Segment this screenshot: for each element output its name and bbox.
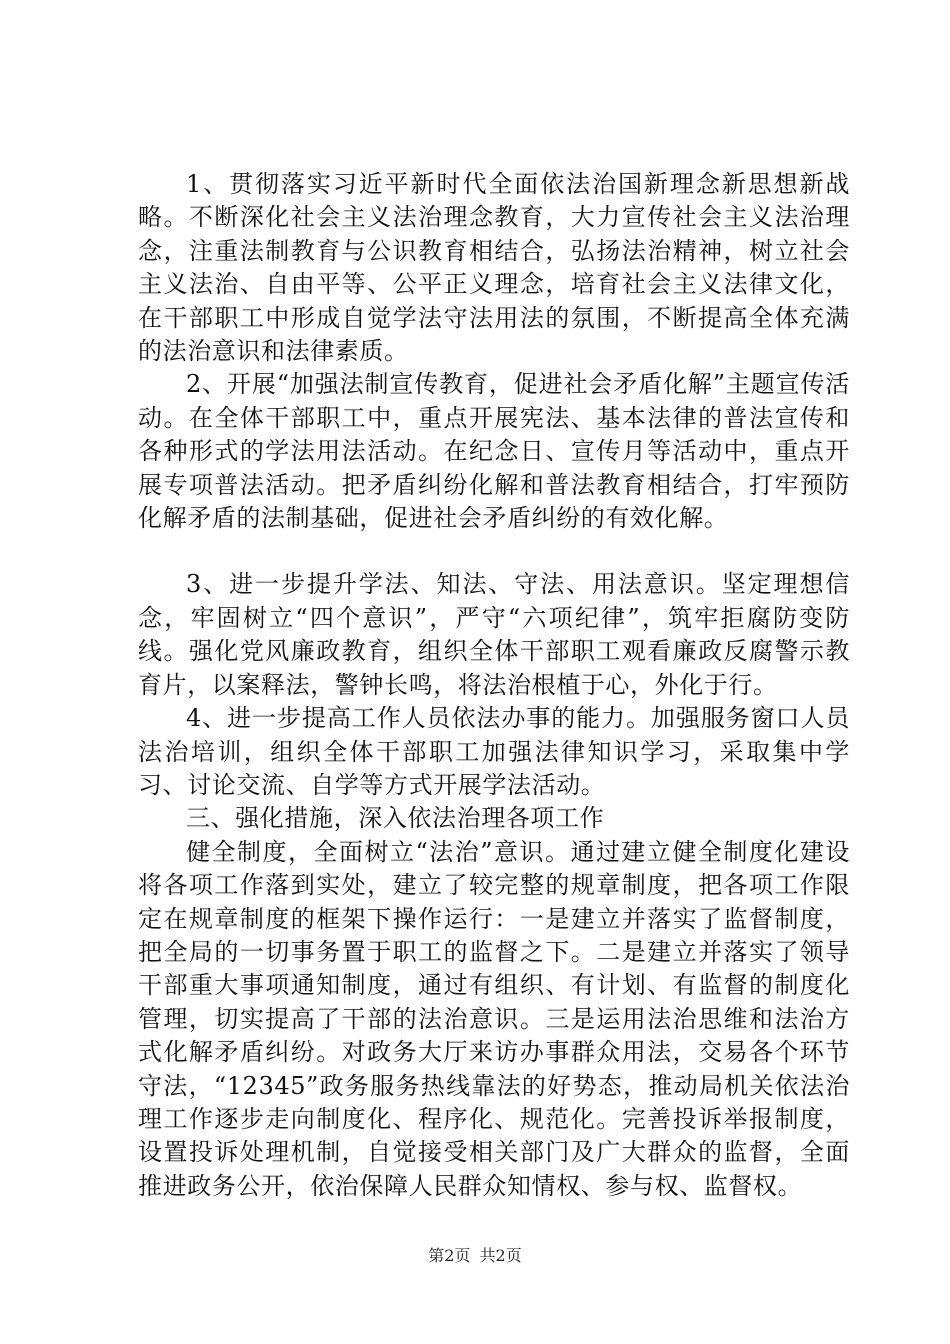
page-total: 共2页 bbox=[479, 1246, 522, 1265]
document-body bbox=[138, 168, 850, 1203]
paragraph-3: 3、进一步提升学法、知法、守法、用法意识。坚定理想信念，牢固树立“四个意识”，严守“六项纪律”，筑牢拒腐防变防线。强化党风廉政教育，组织全体干部职工观看廉政反腐警示教育片，以案释法，警钟长鸣，将法治根植于心，外化于行。 bbox=[138, 570, 850, 699]
paragraph-4: 4、进一步提高工作人员依法办事的能力。加强服务窗口人员法治培训，组织全体干部职工加强法律知识学习，采取集中学习、讨论交流、自学等方式开展学法活动。 bbox=[138, 704, 850, 799]
paragraph-spacer bbox=[138, 535, 850, 568]
paragraph-1: 1、贯彻落实习近平新时代全面依法治国新理念新思想新战略。不断深化社会主义法治理念教育，大力宣传社会主义法治理念，注重法制教育与公识教育相结合，弘扬法治精神，树立社会主义法治、自由平等、公平正义理念，培育社会主义法律文化，在干部职工中形成自觉学法守法用法的氛围，不断提高全体充满的法治意识和法律素质。 bbox=[138, 170, 850, 366]
page-footer bbox=[0, 1243, 950, 1266]
section-heading: 三、强化措施，深入依法治理各项工作 bbox=[186, 804, 605, 833]
page-number: 第2页 bbox=[428, 1246, 471, 1265]
paragraph-2: 2、开展“加强法制宣传教育，促进社会矛盾化解”主题宣传活动。在全体干部职工中，重点开展宪法、基本法律的普法宣传和各种形式的学法用法活动。在纪念日、宣传月等活动中，重点开展专项普法活动。把矛盾纠纷化解和普法教育相结合，打牢预防化解矛盾的法制基础，促进社会矛盾纠纷的有效化解。 bbox=[138, 370, 850, 533]
paragraph-5: 健全制度，全面树立“法治”意识。通过建立健全制度化建设将各项工作落到实处，建立了较完整的规章制度，把各项工作限定在规章制度的框架下操作运行：一是建立并落实了监督制度，把全局的一切事务置于职工的监督之下。二是建立并落实了领导干部重大事项通知制度，通过有组织、有计划、有监督的制度化管理，切实提高了干部的法治意识。三是运用法治思维和法治方式化解矛盾纠纷。对政务大厅来访办事群众用法，交易各个环节守法，“12345”政务服务热线靠法的好势态，推动局机关依法治理工作逐步走向制度化、程序化、规范化。完善投诉举报制度，设置投诉处理机制，自觉接受相关部门及广大群众的监督，全面推进政务公开，依治保障人民群众知情权、参与权、监督权。 bbox=[138, 837, 850, 1200]
